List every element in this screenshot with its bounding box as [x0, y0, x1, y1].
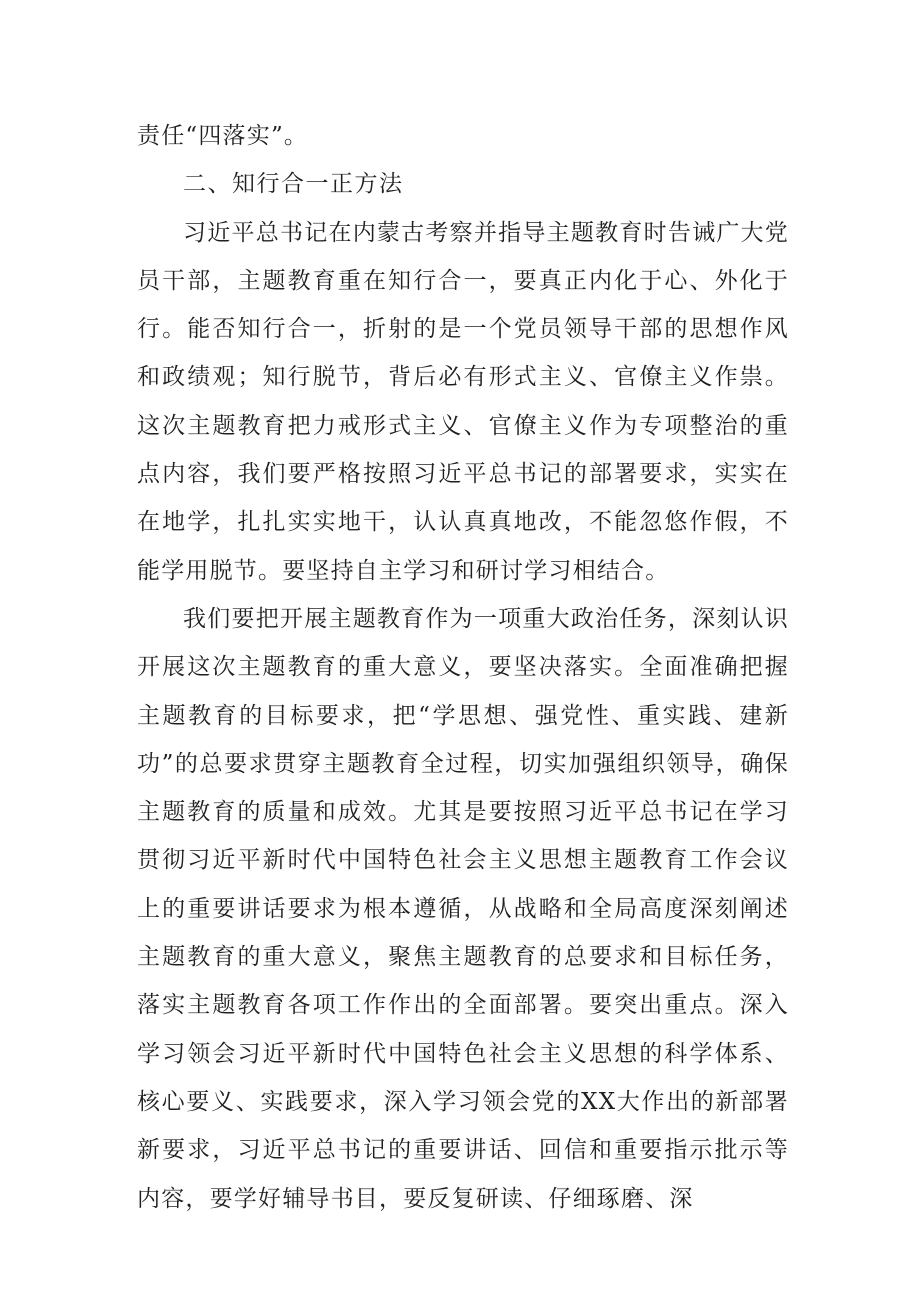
paragraph-continuation: 责任“四落实”。	[137, 123, 309, 149]
document-body	[137, 112, 789, 1223]
section-heading: 二、知行合一正方法	[183, 171, 404, 198]
paragraph-body: 习近平总书记在内蒙古考察并指导主题教育时告诫广大党员干部，主题教育重在知行合一，要真正内化于心、外化于行。能否知行合一，折射的是一个党员领导干部的思想作风和政绩观；知行脱节，背后必有形式主义、官僚主义作祟。这次主题教育把力戒形式主义、官僚主义作为专项整治的重点内容，我们要严格按照习近平总书记的部署要求，实实在在地学，扎扎实实地干，认认真真地改，不能忽悠作假，不能学用脱节。要坚持自主学习和研讨学习相结合。	[137, 219, 789, 584]
paragraph-body: 我们要把开展主题教育作为一项重大政治任务，深刻认识开展这次主题教育的重大意义，要坚决落实。全面准确把握主题教育的目标要求，把“学思想、强党性、重实践、建新功”的总要求贯穿主题教育全过程，切实加强组织领导，确保主题教育的质量和成效。尤其是要按照习近平总书记在学习贯彻习近平新时代中国特色社会主义思想主题教育工作会议上的重要讲话要求为根本遵循，从战略和全局高度深刻阐述主题教育的重大意义，聚焦主题教育的总要求和目标任务，落实主题教育各项工作作出的全面部署。要突出重点。深入学习领会习近平新时代中国特色社会主义思想的科学体系、核心要义、实践要求，深入学习领会党的XX大作出的新部署新要求，习近平总书记的重要讲话、回信和重要指示批示等内容，要学好辅导书目，要反复研读、仔细琢磨、深	[137, 605, 789, 1212]
